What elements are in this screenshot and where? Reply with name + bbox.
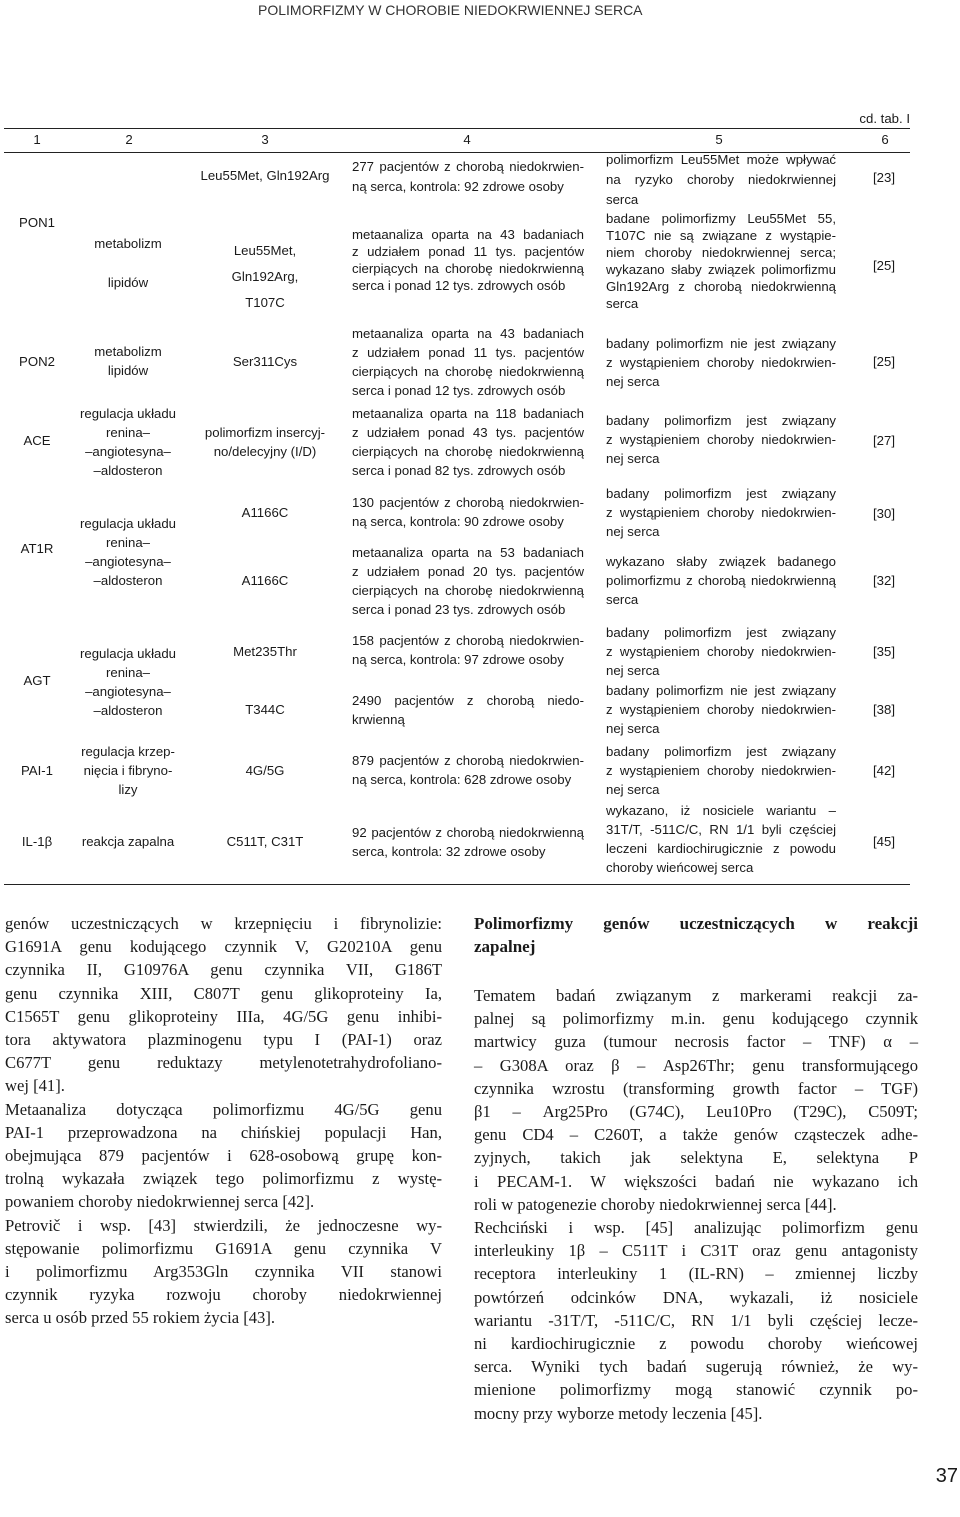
cell-line: 130 pacjentów z chorobą niedokrwien- [352, 495, 584, 510]
table-cell-study-result [606, 742, 836, 799]
table-cell-reference [848, 642, 920, 662]
column-number-header: 2 [125, 132, 133, 147]
table-cell-polymorphism [196, 423, 334, 461]
table-cell-polymorphism [196, 700, 334, 720]
text-line: i PECAM-1. W większości badań nie wykazano ich [474, 1171, 918, 1191]
cell-line: nej serca [606, 374, 660, 389]
cell-line: nej serca [606, 451, 660, 466]
cell-line: [35] [873, 644, 895, 659]
table-cell-study-population [352, 823, 584, 861]
cell-line: –angiotesyna– [85, 554, 171, 569]
text-line: interleukiny 1β – C511T i C31T oraz genu antagonisty [474, 1241, 918, 1261]
cell-line: metabolizm [94, 344, 162, 359]
text-line: Metaanaliza dotycząca polimorfizmu 4G/5G genu [5, 1099, 442, 1119]
cell-line: [25] [873, 354, 895, 369]
section-heading-inflammation [474, 912, 918, 958]
cell-line: AT1R [20, 541, 54, 556]
cell-line: choroby wieńcowej serca [606, 860, 754, 875]
table-cell-study-population [352, 493, 584, 531]
cell-line: z wystąpieniem choroby niedokrwien- [606, 702, 836, 717]
cell-line: serca [606, 192, 639, 207]
cell-line: na ryzyko choroby niedokrwiennej [606, 172, 836, 187]
cell-line: [45] [873, 834, 895, 849]
text-line: stępowanie polimorfizmu G1691A genu czynnika V [5, 1238, 442, 1258]
text-line: obejmująca 879 pacjentów i 628-osobową grupę kon- [5, 1146, 442, 1166]
table-cell-gene-function [72, 224, 184, 302]
table-cell-reference [848, 256, 920, 276]
cell-line: nej serca [606, 782, 660, 797]
text-line: genów uczestniczących w krzepnięciu i fibrynolizie: [5, 914, 442, 933]
cell-line: 4G/5G [245, 763, 285, 778]
table-cell-reference [848, 832, 920, 852]
cell-line: 277 pacjentów z chorobą niedokrwien- [352, 159, 584, 174]
cell-line: badany polimorfizm jest związany [606, 625, 836, 640]
cell-line: 879 pacjentów z chorobą niedokrwien- [352, 753, 584, 768]
cell-line: 92 pacjentów z chorobą niedokrwienną [352, 825, 584, 840]
cell-line: ną serca, kontrola: 97 zdrowe osoby [352, 652, 564, 667]
cell-line: badany polimorfizm jest związany [606, 413, 836, 428]
text-line: C1565T genu glikoproteiny IIIa, 4G/5G genu inhibi- [5, 1006, 442, 1026]
cell-line: [42] [873, 763, 895, 778]
text-line: Rechciński i wsp. [45] analizując polimorfizm genu [474, 1218, 918, 1238]
cell-line: [30] [873, 506, 895, 521]
column-number-header: 5 [715, 132, 723, 147]
table-cell-reference [848, 761, 920, 781]
text-line: Tematem badań związanym z markerami reakcji za- [474, 986, 918, 1005]
text-line: ni kardiochirugicznie z powodu choroby wieńcowej [474, 1334, 918, 1354]
cell-line: lipidów [107, 363, 149, 378]
text-line: genu CD4 – C260T, a także genów cząsteczek adhe- [474, 1125, 918, 1145]
table-cell-polymorphism [196, 761, 334, 781]
cell-line: metaanaliza oparta na 53 badaniach [352, 545, 584, 560]
text-line: C677T genu reduktazy metylenotetrahydrofoliano- [5, 1053, 442, 1073]
table-cell-gene-name [6, 352, 68, 372]
text-line: martwicy guza (tumour necrosis factor – TNF) α – [474, 1032, 918, 1052]
cell-line: serca i ponad 12 tys. zdrowych osób [352, 278, 566, 293]
table-cell-reference [848, 700, 920, 720]
cell-line: ną serca, kontrola: 90 zdrowe osoby [352, 514, 564, 529]
cell-line: A1166C [241, 573, 289, 588]
text-line: serca u osób przed 55 rokiem życia [43]. [5, 1308, 276, 1328]
text-line: β1 – Arg25Pro (G74C), Leu10Pro (T29C), C509T; [474, 1102, 918, 1122]
cell-line: serca i ponad 23 tys. zdrowych osób [352, 602, 566, 617]
text-line: i polimorfizmu Arg353Gln czynnika VII stanowi [5, 1262, 442, 1282]
cell-line: z udziałem ponad 43 tys. pacjentów [352, 425, 584, 440]
table-cell-gene-function [72, 404, 184, 480]
cell-line: badany polimorfizm nie jest związany [606, 336, 836, 351]
cell-line: z wystąpieniem choroby niedokrwien- [606, 355, 836, 370]
left-text-column [5, 912, 442, 1330]
running-header: POLIMORFIZMY W CHOROBIE NIEDOKRWIENNEJ SERCA [258, 2, 643, 18]
table-bottom-rule [4, 884, 910, 885]
table-cell-reference [848, 504, 920, 524]
cell-line: z wystąpieniem choroby niedokrwien- [606, 763, 836, 778]
table-cell-gene-function [72, 514, 184, 590]
cell-line: –aldosteron [93, 573, 163, 588]
cell-line: 2490 pacjentów z chorobą niedo- [352, 693, 584, 708]
cell-line: renina– [106, 535, 150, 550]
cell-line: badany polimorfizm nie jest związany [606, 683, 836, 698]
text-line: mienione polimorfizmy mogą stanowić czynnik po- [474, 1380, 918, 1400]
cell-line: serca i ponad 82 tys. zdrowych osób [352, 463, 566, 478]
cell-line: cierpiących na chorobę niedokrwienną [352, 261, 584, 276]
table-cell-polymorphism [196, 642, 334, 662]
table-cell-reference [848, 352, 920, 372]
table-cell-gene-function [72, 644, 184, 720]
table-cell-study-population [352, 691, 584, 729]
cell-line: PAI-1 [20, 763, 53, 778]
table-cell-study-population [352, 404, 584, 480]
text-line: roli w patogenezie choroby niedokrwiennej serca [44]. [474, 1194, 837, 1214]
cell-line: metabolizm [94, 236, 162, 251]
cell-line: –aldosteron [93, 703, 163, 718]
text-line: wariantu -31T/T, -511C/C, RN 1/1 byli częściej lecze- [474, 1310, 918, 1330]
table-cell-gene-function [72, 832, 184, 852]
table-cell-study-population [352, 157, 584, 197]
cell-line: z udziałem ponad 11 tys. pacjentów [352, 345, 584, 360]
cell-line: –angiotesyna– [85, 444, 171, 459]
right-text-column [474, 984, 918, 1425]
table-cell-study-result [606, 334, 836, 391]
table-cell-polymorphism [196, 571, 334, 591]
cell-line: ACE [23, 433, 51, 448]
table-cell-polymorphism [196, 503, 334, 523]
table-cell-study-population [352, 631, 584, 669]
text-line: trolną wykazała związek tego polimorfizmu z wystę- [5, 1169, 442, 1189]
table-cell-polymorphism [196, 238, 334, 316]
cell-line: cierpiących na chorobę niedokrwienną [352, 583, 584, 598]
cell-line: metaanaliza oparta na 43 badaniach [352, 227, 584, 242]
cell-line: badane polimorfizmy Leu55Met 55, [606, 211, 836, 226]
cell-line: z wystąpieniem choroby niedokrwien- [606, 644, 836, 659]
table-cell-study-result [606, 801, 836, 877]
table-cell-study-result [606, 552, 836, 609]
text-line: czynnika wzrostu (transforming growth factor – TGF) [474, 1078, 918, 1098]
cell-line: metaanaliza oparta na 118 badaniach [352, 406, 584, 421]
cell-line: regulacja układu [79, 646, 177, 661]
cell-line: z udziałem ponad 20 tys. pacjentów [352, 564, 584, 579]
text-line: – G308A oraz β – Asp26Thr; genu transformującego [474, 1055, 918, 1075]
text-line: serca. Wyniki tych badań sugerują również, że wy- [474, 1357, 918, 1377]
table-cell-reference [848, 571, 920, 591]
cell-line: ną serca, kontrola: 92 zdrowe osoby [352, 179, 564, 194]
cell-line: regulacja układu [79, 406, 177, 421]
heading-line: Polimorfizmy genów uczestniczących w reakcji [474, 914, 918, 933]
cell-line: [27] [873, 433, 895, 448]
table-cell-polymorphism [196, 832, 334, 852]
cell-line: badany polimorfizm jest związany [606, 744, 836, 759]
cell-line: PON2 [19, 354, 55, 369]
cell-line: z wystąpieniem choroby niedokrwien- [606, 505, 836, 520]
cell-line: Leu55Met, [233, 243, 297, 258]
table-cell-gene-function [72, 342, 184, 380]
cell-line: z wystąpieniem choroby niedokrwien- [606, 432, 836, 447]
cell-line: lizy [118, 782, 138, 797]
cell-line: C511T, C31T [226, 834, 304, 849]
cell-line: T107C nie są związane z wystąpie- [606, 228, 836, 243]
cell-line: [38] [873, 702, 895, 717]
cell-line: polimorfizm insercyj- [204, 425, 326, 440]
heading-line: zapalnej [474, 937, 536, 956]
table-cell-gene-name [6, 671, 68, 691]
table-cell-study-result [606, 681, 836, 738]
text-line: mocny przy wyborze metody leczenia [45]. [474, 1403, 763, 1423]
cell-line: 31T/T, -511C/C, RN 1/1 byli częściej [606, 822, 836, 837]
cell-line: krwienną [352, 712, 405, 727]
cell-line: cierpiących na chorobę niedokrwienną [352, 444, 584, 459]
table-cell-reference [848, 168, 920, 188]
cell-line: [25] [873, 258, 895, 273]
cell-line: lipidów [107, 275, 149, 290]
text-line: G1691A genu kodującego czynnik V, G20210A genu [5, 937, 442, 957]
text-line: zyjnych, takich jak selektyna E, selektyna P [474, 1148, 918, 1168]
cell-line: reakcja zapalna [81, 834, 175, 849]
column-number-header: 6 [881, 132, 889, 147]
cell-line: polimorfizm Leu55Met może wpływać [606, 152, 836, 167]
table-cell-gene-name [6, 203, 68, 242]
table-cell-study-population [352, 751, 584, 789]
cell-line: regulacja krzep- [81, 744, 175, 759]
cell-line: Met235Thr [233, 644, 297, 659]
column-number-header: 1 [33, 132, 41, 147]
cell-line: IL-1β [21, 834, 53, 849]
cell-line: niem choroby niedokrwiennej serca; [606, 245, 836, 260]
cell-line: serca [606, 296, 639, 311]
cell-line: –aldosteron [93, 463, 163, 478]
table-cell-polymorphism [196, 166, 334, 186]
cell-line: leczeni kardiochirugicznie z powodu [606, 841, 836, 856]
column-number-header: 3 [261, 132, 269, 147]
cell-line: [32] [873, 573, 895, 588]
table-cell-study-result [606, 484, 836, 541]
cell-line: serca i ponad 12 tys. zdrowych osób [352, 383, 566, 398]
page-number: 37 [935, 1465, 958, 1487]
text-line: powaniem choroby niedokrwiennej serca [42]. [5, 1192, 315, 1212]
cell-line: Gln192Arg, [231, 269, 299, 284]
cell-line: renina– [106, 665, 150, 680]
cell-line: Ser311Cys [232, 354, 298, 369]
table-cell-gene-name [6, 761, 68, 781]
cell-line: cierpiących na chorobę niedokrwienną [352, 364, 584, 379]
cell-line: 158 pacjentów z chorobą niedokrwien- [352, 633, 584, 648]
column-number-header: 4 [463, 132, 471, 147]
table-cell-study-result [606, 210, 836, 312]
text-line: genu czynnika XIII, C807T genu glikoproteiny Ia, [5, 983, 442, 1003]
text-line: wej [41]. [5, 1076, 65, 1096]
cell-line: no/delecyjny (I/D) [213, 444, 317, 459]
text-line: palnej są polimorfizmy m.in. genu kodującego czynnik [474, 1009, 918, 1029]
text-line: Petrovič i wsp. [43] stwierdzili, że jednoczesne wy- [5, 1215, 442, 1235]
cell-line: nej serca [606, 524, 660, 539]
cell-line: wykazano słaby związek polimorfizmu [606, 262, 836, 277]
cell-line: Leu55Met, Gln192Arg [200, 168, 330, 183]
table-cell-gene-name [6, 431, 68, 451]
cell-line: PON1 [19, 215, 55, 230]
table-cell-study-population [352, 324, 584, 400]
table-cell-study-result [606, 623, 836, 680]
cell-line: serca, kontrola: 32 zdrowe osoby [352, 844, 546, 859]
cell-line: badany polimorfizm jest związany [606, 486, 836, 501]
table-cell-study-result [606, 150, 836, 210]
cell-line: T107C [245, 295, 285, 310]
cell-line: serca [606, 592, 639, 607]
table-cell-gene-function [72, 742, 184, 799]
text-line: powtórzeń odcinków DNA, wykazali, iż nosiciele [474, 1287, 918, 1307]
cell-line: nej serca [606, 721, 660, 736]
cell-line: nięcia i fibryno- [83, 763, 173, 778]
cell-line: regulacja układu [79, 516, 177, 531]
table-cell-study-population [352, 543, 584, 619]
cell-line: T344C [245, 702, 285, 717]
cell-line: –angiotesyna– [85, 684, 171, 699]
cell-line: ną serca, kontrola: 628 zdrowe osoby [352, 772, 572, 787]
cell-line: nej serca [606, 663, 660, 678]
cell-line: metaanaliza oparta na 43 badaniach [352, 326, 584, 341]
table-cell-reference [848, 431, 920, 451]
cell-line: polimorfizmu z chorobą niedokrwienną [606, 573, 836, 588]
table-cell-gene-name [6, 832, 68, 852]
table-cell-study-population [352, 226, 584, 294]
text-line: czynnik ryzyka rozwoju choroby niedokrwiennej [5, 1285, 442, 1305]
table-cell-gene-name [6, 539, 68, 559]
table-continued-label: cd. tab. I [859, 111, 910, 126]
cell-line: wykazano słaby związek badanego [606, 554, 836, 569]
cell-line: [23] [873, 170, 895, 185]
text-line: czynnika II, G10976A genu czynnika VII, G186T [5, 960, 442, 980]
cell-line: AGT [23, 673, 51, 688]
table-cell-study-result [606, 411, 836, 468]
cell-line: Gln192Arg z chorobą niedokrwienną [606, 279, 836, 294]
cell-line: z udziałem ponad 11 tys. pacjentów [352, 244, 584, 259]
cell-line: renina– [106, 425, 150, 440]
text-line: receptora interleukiny 1 (IL-RN) – zmiennej liczby [474, 1264, 918, 1284]
text-line: PAI-1 przeprowadzona na chińskiej populacji Han, [5, 1122, 442, 1142]
table-cell-polymorphism [196, 352, 334, 372]
cell-line: A1166C [241, 505, 289, 520]
text-line: tora aktywatora plazminogenu typu I (PAI-1) oraz [5, 1030, 442, 1050]
cell-line: wykazano, iż nosiciele wariantu – [606, 803, 836, 818]
